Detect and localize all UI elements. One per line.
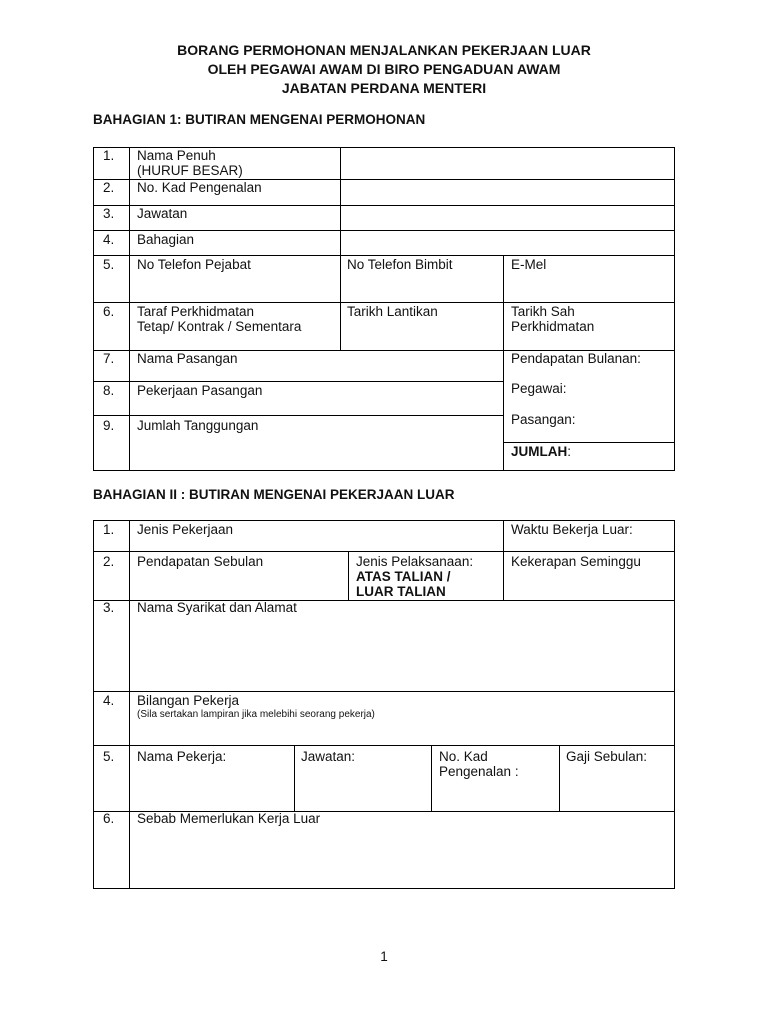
spouse-occupation-label[interactable]: Pekerjaan Pasangan <box>137 383 263 398</box>
full-name-label: Nama Penuh <box>137 148 216 163</box>
employee-salary-label[interactable]: Gaji Sebulan: <box>566 749 648 764</box>
confirmation-date-label[interactable]: Tarikh Sah <box>511 304 575 319</box>
company-name-address-field[interactable] <box>130 620 674 690</box>
row-number: 1. <box>103 522 115 537</box>
part1-heading: BAHAGIAN 1: BUTIRAN MENGENAI PERMOHONAN <box>93 112 426 127</box>
income-total-word: JUMLAH <box>511 444 568 459</box>
ic-number-field[interactable] <box>341 180 674 205</box>
ic-number-label: No. Kad Pengenalan <box>137 180 262 195</box>
email-label[interactable]: E-Mel <box>511 257 547 272</box>
position-field[interactable] <box>341 206 674 230</box>
reason-field[interactable] <box>130 830 674 888</box>
weekly-frequency-label[interactable]: Kekerapan Seminggu <box>511 554 641 569</box>
row-number: 2. <box>103 180 115 195</box>
row-number: 8. <box>103 383 115 398</box>
part2-heading: BAHAGIAN II : BUTIRAN MENGENAI PEKERJAAN LUAR <box>93 487 455 502</box>
service-status-options[interactable]: Tetap/ Kontrak / Sementara <box>137 319 302 334</box>
row-number: 2. <box>103 554 115 569</box>
mobile-phone-label[interactable]: No Telefon Bimbit <box>347 257 453 272</box>
execution-offline-option[interactable]: LUAR TALIAN <box>356 584 446 599</box>
monthly-income-label: Pendapatan Bulanan: <box>511 351 641 366</box>
part2-row-line <box>93 691 675 692</box>
form-title-line-1: BORANG PERMOHONAN MENJALANKAN PEKERJAAN LUAR <box>177 42 591 58</box>
form-title-line-2: OLEH PEGAWAI AWAM DI BIRO PENGADUAN AWAM <box>207 61 561 77</box>
part2-row-line <box>93 745 675 746</box>
office-phone-label[interactable]: No Telefon Pejabat <box>137 257 251 272</box>
income-total-colon: : <box>567 444 572 459</box>
reason-label: Sebab Memerlukan Kerja Luar <box>137 811 321 826</box>
employee-name-label[interactable]: Nama Pekerja: <box>137 749 227 764</box>
execution-online-option[interactable]: ATAS TALIAN / <box>356 569 451 584</box>
spouse-name-label[interactable]: Nama Pasangan <box>137 351 238 366</box>
company-name-address-label: Nama Syarikat dan Alamat <box>137 600 297 615</box>
full-name-field[interactable] <box>341 148 674 179</box>
row-number: 6. <box>103 304 115 319</box>
part1-row-line <box>93 302 675 303</box>
part1-number-column-line <box>129 147 130 471</box>
part1-row-line <box>93 415 503 416</box>
full-name-note: (HURUF BESAR) <box>137 163 243 178</box>
part2-column-line-c <box>294 745 295 811</box>
dependents-label[interactable]: Jumlah Tanggungan <box>137 418 259 433</box>
service-status-label: Taraf Perkhidmatan <box>137 304 255 319</box>
division-label: Bahagian <box>137 232 195 247</box>
row-number: 3. <box>103 600 115 615</box>
row-number: 7. <box>103 351 115 366</box>
part2-column-line-b <box>348 551 349 600</box>
employee-ic-label-2: Pengenalan : <box>439 764 519 779</box>
part1-column-line-b <box>503 255 504 471</box>
position-label: Jawatan <box>137 206 188 221</box>
part2-column-line-d <box>431 745 432 811</box>
employee-count-note: (Sila sertakan lampiran jika melebihi seorang pekerja) <box>137 709 375 720</box>
row-number: 5. <box>103 257 115 272</box>
income-total-line <box>503 442 675 443</box>
form-title-line-3: JABATAN PERDANA MENTERI <box>281 80 487 96</box>
employee-count-label[interactable]: Bilangan Pekerja <box>137 693 240 708</box>
row-number: 5. <box>103 749 115 764</box>
part1-row-line <box>93 381 503 382</box>
row-number: 4. <box>103 693 115 708</box>
spouse-income-label[interactable]: Pasangan: <box>511 412 576 427</box>
outside-work-hours-label[interactable]: Waktu Bekerja Luar: <box>511 522 633 537</box>
part2-column-line-a <box>503 520 504 600</box>
execution-type-label: Jenis Pelaksanaan: <box>356 554 474 569</box>
row-number: 3. <box>103 206 115 221</box>
row-number: 1. <box>103 148 115 163</box>
part1-row-line <box>93 255 675 256</box>
employee-ic-label[interactable]: No. Kad <box>439 749 488 764</box>
part2-row-line <box>93 551 675 552</box>
row-number: 9. <box>103 418 115 433</box>
confirmation-date-label-2: Perkhidmatan <box>511 319 595 334</box>
monthly-earnings-label[interactable]: Pendapatan Sebulan <box>137 554 264 569</box>
officer-income-label[interactable]: Pegawai: <box>511 381 567 396</box>
division-field[interactable] <box>341 231 674 255</box>
appointment-date-label[interactable]: Tarikh Lantikan <box>347 304 438 319</box>
row-number: 6. <box>103 811 115 826</box>
page-number: 1 <box>380 949 388 964</box>
employee-position-label[interactable]: Jawatan: <box>301 749 356 764</box>
job-type-label[interactable]: Jenis Pekerjaan <box>137 522 234 537</box>
income-total-label[interactable] <box>511 444 571 460</box>
row-number: 4. <box>103 232 115 247</box>
part2-column-line-e <box>559 745 560 811</box>
